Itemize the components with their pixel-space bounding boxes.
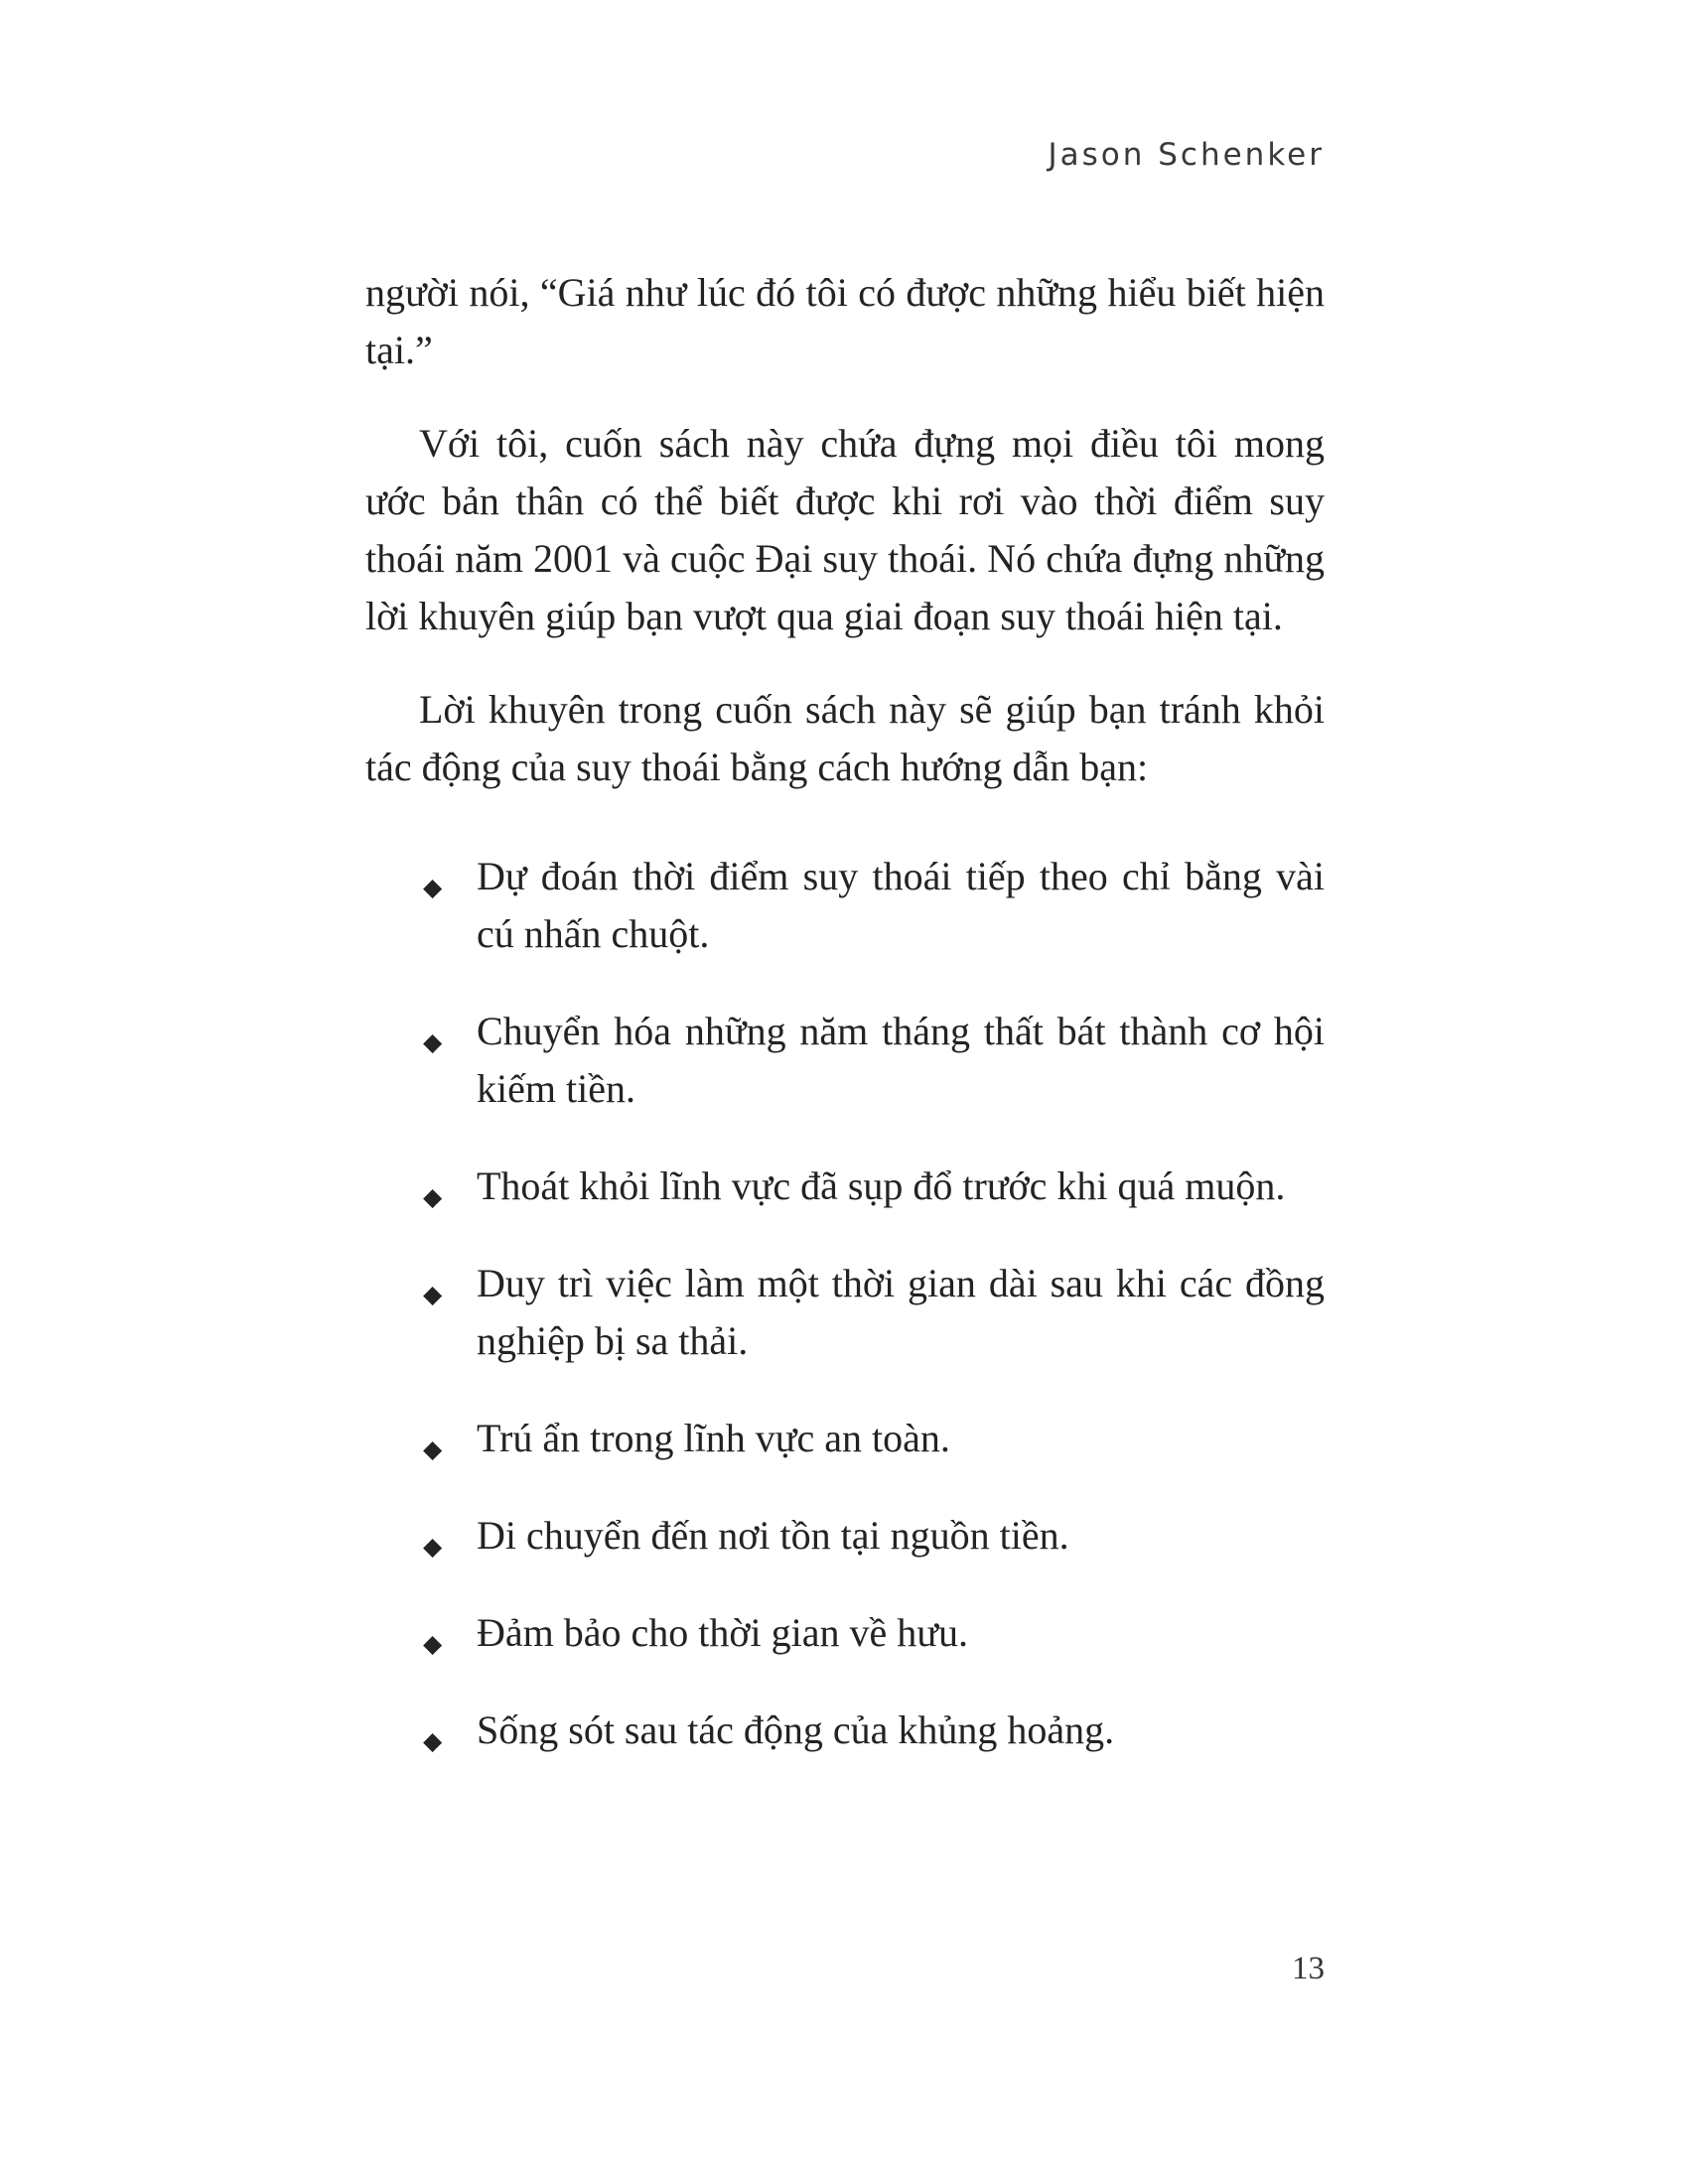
paragraph: Với tôi, cuốn sách này chứa đựng mọi điều tôi mong ước bản thân có thể biết được khi rơi vào thời điểm suy thoái năm 2001 và cuộc Đại suy thoái. Nó chứa đựng những lời khuyên giúp bạn vượt qua giai đoạn suy thoái hiện tại. [365, 421, 1325, 638]
list-item [365, 848, 1325, 963]
diamond-bullet-icon: ◆ [423, 875, 443, 901]
list-item [365, 1158, 1325, 1215]
page-body [365, 264, 1325, 1759]
page-number: 13 [1292, 1951, 1325, 1986]
list-item-text: Thoát khỏi lĩnh vực đã sụp đổ trước khi quá muộn. [477, 1163, 1286, 1208]
list-item-text: Chuyển hóa những năm tháng thất bát thành cơ hội kiếm tiền. [477, 1009, 1325, 1111]
list-item-text: Di chuyển đến nơi tồn tại nguồn tiền. [477, 1513, 1069, 1558]
paragraph: người nói, “Giá như lúc đó tôi có được những hiểu biết hiện tại.” [365, 270, 1325, 372]
list-item [365, 1003, 1325, 1118]
list-item [365, 1702, 1325, 1759]
paragraph: Lời khuyên trong cuốn sách này sẽ giúp bạn tránh khỏi tác động của suy thoái bằng cách hướng dẫn bạn: [365, 687, 1325, 789]
list-item-text: Duy trì việc làm một thời gian dài sau khi các đồng nghiệp bị sa thải. [477, 1261, 1325, 1363]
diamond-bullet-icon: ◆ [423, 1282, 443, 1308]
list-item-text: Đảm bảo cho thời gian về hưu. [477, 1610, 968, 1655]
diamond-bullet-icon: ◆ [423, 1728, 443, 1755]
running-header-author: Jason Schenker [1048, 137, 1325, 173]
list-item-text: Dự đoán thời điểm suy thoái tiếp theo chỉ bằng vài cú nhấn chuột. [477, 854, 1325, 956]
bullet-list [365, 848, 1325, 1759]
list-item [365, 1507, 1325, 1565]
list-item-text: Sống sót sau tác động của khủng hoảng. [477, 1707, 1115, 1752]
list-item-text: Trú ẩn trong lĩnh vực an toàn. [477, 1416, 950, 1460]
list-item [365, 1255, 1325, 1370]
diamond-bullet-icon: ◆ [423, 1631, 443, 1658]
page-content [365, 0, 1325, 1799]
diamond-bullet-icon: ◆ [423, 1534, 443, 1561]
diamond-bullet-icon: ◆ [423, 1184, 443, 1211]
list-item [365, 1604, 1325, 1662]
diamond-bullet-icon: ◆ [423, 1029, 443, 1056]
list-item [365, 1410, 1325, 1467]
diamond-bullet-icon: ◆ [423, 1436, 443, 1463]
